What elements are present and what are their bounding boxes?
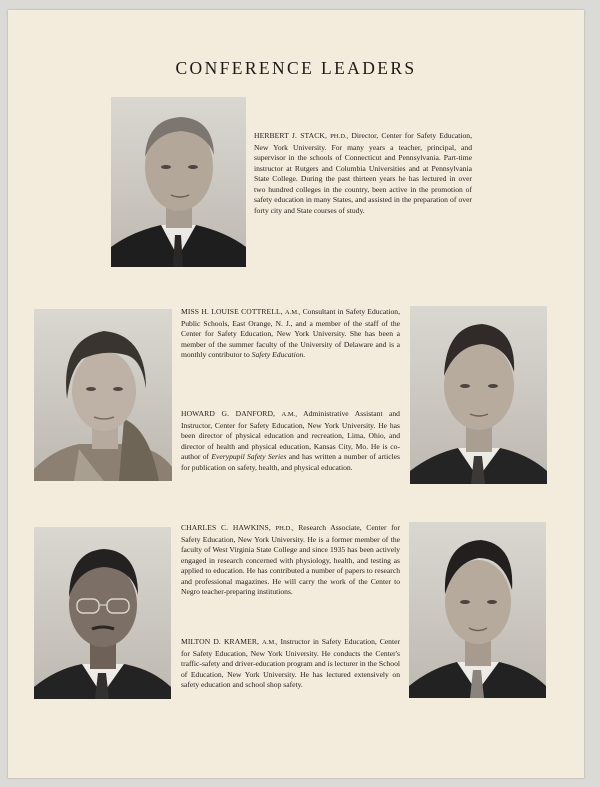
portrait-stack-image <box>111 97 246 267</box>
bio-hawkins <box>181 523 400 598</box>
leader-bio-text: Research Associate, Center for Safety Education, New York University. He is a former member of the faculty of West Virginia State College and since 1935 has been actively engaged in research concerned with physiology, health, and testing as applied to education. He has contributed a number of papers to research and professional magazines. He will carry the work of the Center to Negro teacher-preparing institutions. <box>181 523 400 597</box>
bio-cottrell <box>181 307 400 361</box>
leader-bio-text: Administrative Assistant and Instructor, Center for Safety Education, New York University. He has been director of physical education and recreation, Lima, Ohio, and director of health and physical education, Kansas City, Mo. He is co-author of <box>181 409 400 462</box>
leader-degree: PH.D., <box>330 133 349 140</box>
leader-degree: A.M., <box>281 411 298 418</box>
leader-bio-text: Director, Center for Safety Education, New York University. For many years a teacher, principal, and supervisor in the schools of Connecticut and Pennsylvania. Part-time instructor at Rutgers and Columbia Universities and at Pennsylvania State College. During the past thirteen years he has lectured in over two hundred colleges in the country, been active in the promotion of safety education in many States, and assisted in the preparation of over forty city and State courses of study. <box>254 131 472 215</box>
portrait-cottrell-photo <box>34 309 172 481</box>
portrait-danford-image <box>410 306 547 484</box>
portrait-stack-photo <box>111 97 246 267</box>
leader-bio-italic: Everypupil Safety Series <box>211 452 287 462</box>
leader-bio-italic: Safety Education. <box>251 350 306 360</box>
leader-name: CHARLES C. HAWKINS, <box>181 523 271 532</box>
page-title: CONFERENCE LEADERS <box>175 58 417 78</box>
bio-stack <box>254 131 472 216</box>
portrait-danford-photo <box>410 306 547 484</box>
leader-name: HERBERT J. STACK, <box>254 131 327 140</box>
leader-name: MISS H. LOUISE COTTRELL, <box>181 307 283 316</box>
leader-name: MILTON D. KRAMER, <box>181 637 260 646</box>
leader-bio-text-after: and has written a number of articles for publication on safety, health, and physical education. <box>181 452 401 472</box>
portrait-kramer-photo <box>409 522 546 698</box>
bio-danford <box>181 409 400 473</box>
leader-degree: A.M., <box>261 639 278 646</box>
page <box>8 10 584 778</box>
portrait-cottrell-image <box>34 309 172 481</box>
bio-kramer <box>181 637 400 691</box>
leader-degree: A.M., <box>284 309 301 316</box>
portrait-kramer-image <box>409 522 546 698</box>
portrait-hawkins-image <box>34 527 171 699</box>
leader-bio-text: Consultant in Safety Education, Public Schools, East Orange, N. J., and a member of the staff of the Center for Safety Education, New York University. She has been a member of the summer faculty of the University of Delaware and is a monthly contributor to <box>181 307 400 360</box>
portrait-hawkins-photo <box>34 527 171 699</box>
leader-name: HOWARD G. DANFORD, <box>181 409 276 418</box>
leader-degree: PH.D., <box>275 525 294 532</box>
leader-bio-text: Instructor in Safety Education, Center for Safety Education, New York University. He conducts the Center's traffic-safety and driver-education program and is lecturer in the School of Education, New York University. He has lectured extensively on safety education and school shop safety. <box>181 637 400 690</box>
